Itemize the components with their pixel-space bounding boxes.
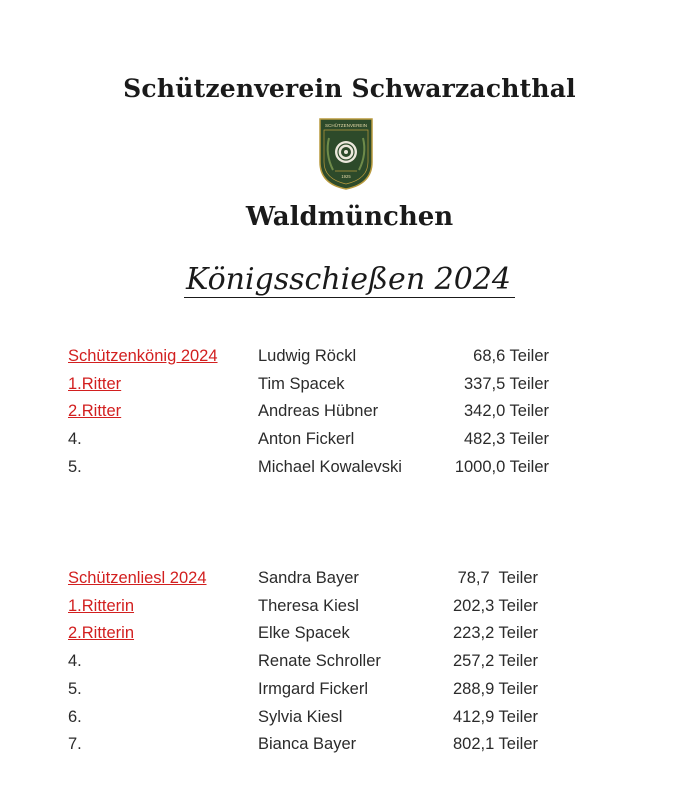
result-row: [0, 455, 699, 479]
result-name: Anton Fickerl: [258, 430, 355, 449]
result-row: [0, 399, 699, 423]
result-score: 78,7 Teiler: [457, 569, 538, 587]
result-row: [0, 566, 699, 590]
result-row: [0, 427, 699, 451]
result-score: 412,9 Teiler: [452, 707, 538, 726]
result-rank: 4.: [68, 430, 82, 449]
result-score: 337,5 Teiler: [463, 374, 549, 393]
result-rank: Schützenkönig 2024: [68, 347, 218, 365]
result-score: 257,2 Teiler: [452, 652, 538, 671]
result-rank: 5.: [68, 679, 82, 698]
svg-text:1925: 1925: [341, 174, 351, 179]
result-rank: 2.Ritter: [68, 402, 122, 421]
result-rank: 4.: [68, 652, 82, 671]
result-rank: 1.Ritter: [68, 374, 122, 393]
result-name: Michael Kowalevski: [258, 457, 402, 476]
result-score: 288,9 Teiler: [452, 679, 538, 698]
result-name: Andreas Hübner: [258, 402, 379, 421]
town-name: Waldmünchen: [245, 202, 454, 232]
result-name: Ludwig Röckl: [258, 347, 357, 365]
result-name: Sandra Bayer: [258, 569, 359, 587]
result-score: 1000,0 Teiler: [454, 457, 549, 476]
result-score: 202,3 Teiler: [452, 596, 538, 615]
result-rank: 5.: [68, 457, 82, 476]
result-name: Sylvia Kiesl: [258, 707, 343, 726]
result-row: [0, 649, 699, 673]
result-score: 482,3 Teiler: [463, 430, 549, 449]
result-score: 342,0 Teiler: [463, 402, 549, 421]
result-row: [0, 594, 699, 618]
club-emblem-logo: [319, 118, 373, 190]
result-rank: 1.Ritterin: [68, 596, 135, 615]
result-row: [0, 705, 699, 729]
result-name: Renate Schroller: [258, 652, 381, 671]
result-rank: Schützenliesl 2024: [68, 569, 207, 587]
result-row: [0, 372, 699, 396]
result-row: [0, 732, 699, 756]
svg-text:SCHÜTZENVEREIN: SCHÜTZENVEREIN: [324, 123, 368, 128]
result-row: [0, 621, 699, 645]
result-row: [0, 344, 699, 368]
result-name: Bianca Bayer: [258, 735, 357, 754]
result-name: Elke Spacek: [258, 624, 350, 643]
result-rank: 6.: [68, 707, 82, 726]
event-title: [0, 262, 699, 297]
result-name: Tim Spacek: [258, 374, 345, 393]
result-rank: 7.: [68, 735, 82, 754]
club-name: Schützenverein Schwarzachthal: [123, 74, 576, 103]
result-score: 223,2 Teiler: [452, 624, 538, 643]
result-row: [0, 677, 699, 701]
result-score: 68,6 Teiler: [473, 347, 549, 365]
result-name: Irmgard Fickerl: [258, 679, 369, 698]
result-rank: 2.Ritterin: [68, 624, 135, 643]
result-name: Theresa Kiesl: [258, 596, 359, 615]
event-title-text: Königsschießen 2024: [184, 262, 515, 298]
result-score: 802,1 Teiler: [452, 735, 538, 754]
